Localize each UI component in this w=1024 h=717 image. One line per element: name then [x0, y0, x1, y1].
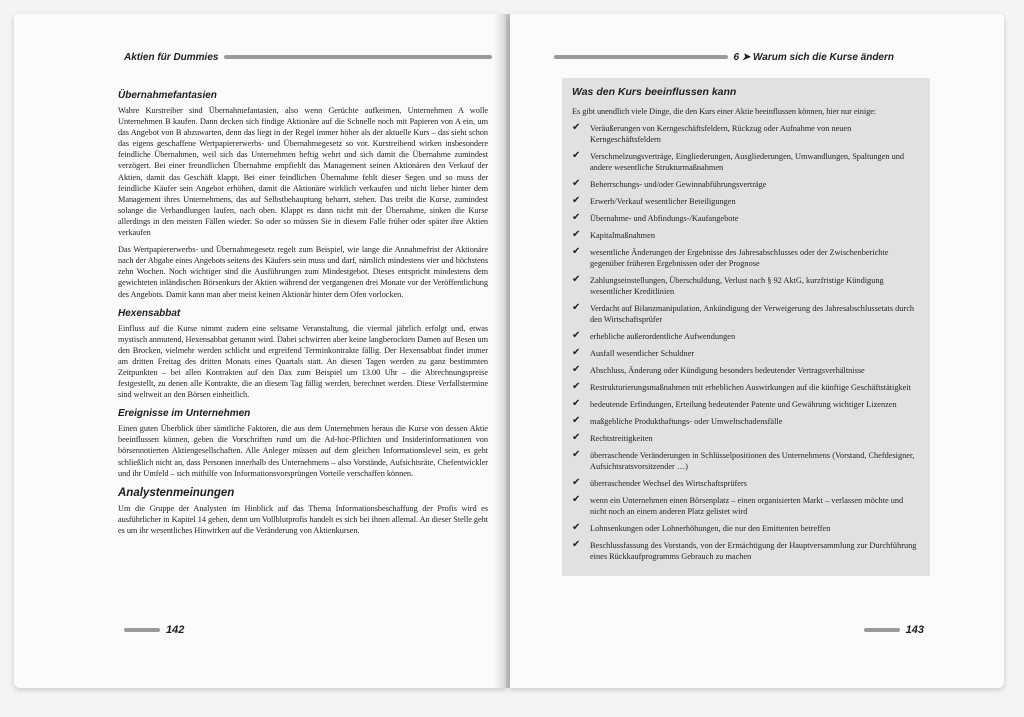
section-heading-uebernahmefantasien: Übernahmefantasien — [118, 90, 217, 101]
list-item — [572, 365, 920, 376]
list-item — [572, 247, 920, 269]
right-running-head — [554, 48, 894, 66]
running-head-rule — [554, 55, 728, 59]
checkmark-icon: ✔ — [572, 522, 581, 534]
list-item — [572, 275, 920, 297]
list-item-text: Ausfall wesentlicher Schuldner — [590, 349, 695, 359]
list-item-text: überraschende Veränderungen in Schlüsselpositionen des Unternehmens (Vorstand, Chefdesigner, Aufsichtsratsvorsitzender …) — [590, 451, 915, 472]
checkmark-icon: ✔ — [572, 229, 581, 241]
list-item — [572, 303, 920, 325]
list-item-text: Verschmelzungsverträge, Eingliederungen, Ausgliederungen, Umwandlungen, Spaltungen und andere wesentliche Strukturmaßnahmen — [590, 152, 905, 173]
list-item — [572, 433, 920, 444]
list-item — [572, 478, 920, 489]
checkmark-icon: ✔ — [572, 364, 581, 376]
list-item — [572, 399, 920, 410]
list-item — [572, 348, 920, 359]
list-item-text: Beherrschungs- und/oder Gewinnabführungsverträge — [590, 180, 767, 190]
page-number-text: 142 — [166, 624, 185, 636]
paragraph: Wahre Kurstreiber sind Übernahmefantasien, also wenn Gerüchte aufkeimen, Unternehmen A wolle Unternehmen B kaufen. Dann decken sich findige Aktionäre auf die Schnelle noch mit Papieren von A ein, um das Angebot von B abzuwarten, denn das liegt in der Regel immer höher als der aktuelle Kurs – das sieht schon das eigens geschaffene Wertpapiererwerbs- und Übernahmegesetz so vor. Kurstreibend wirken insbesondere feindliche Übernahmen, weil sich das Unternehmen heftig wehrt und sich damit die Übernahme zumindest verzögert. Bei einer freundlichen Übernahme empfiehlt das Management seinen Aktionären den Verkauf der Aktien, damit das Geschäft klappt. Bei einer feindlichen Übernahme fehlt dieser Segen und so muss der feindliche Käufer sein Angebot erhöhen, damit die Aktionäre wirklich verkaufen und nicht lieber hinter dem Management ihres Unternehmens, das auf Selbstbehauptung beharrt, stehen. Das treibt die Kurse, zumindest solange die Verhandlungen laufen, nach oben. Klappt es dann nicht mit der Übernahme, sinken die Kurse allerdings in den meisten Fällen wieder. So oder so müssen Sie in diesem Falle früher oder später ihre Aktien verkaufen — [118, 106, 488, 238]
list-item-text: wesentliche Änderungen der Ergebnisse des Jahresabschlusses oder der Zwischenberichte gegenüber früheren Ergebnissen oder der Prognose — [590, 248, 889, 269]
checkmark-icon: ✔ — [572, 195, 581, 207]
list-item — [572, 523, 920, 534]
list-item — [572, 230, 920, 241]
checkmark-icon: ✔ — [572, 415, 581, 427]
list-item-text: Beschlussfassung des Vorstands, von der Ermächtigung der Hauptversammlung zur Durchführung eines Rückkaufprogramms Gebrauch zu machen — [590, 541, 917, 562]
list-item-text: wenn ein Unternehmen einen Börsenplatz – einen organisierten Markt – verlassen möchte und nicht noch an einem anderen Platz gelistet wird — [590, 496, 904, 517]
list-item-text: überraschender Wechsel des Wirtschaftsprüfers — [590, 479, 747, 489]
list-item — [572, 179, 920, 190]
checkmark-icon: ✔ — [572, 494, 581, 506]
left-page-content — [118, 82, 488, 542]
list-item-text: Lohnsenkungen oder Lohnerhöhungen, die nur den Emittenten betreffen — [590, 524, 831, 534]
running-head-rule — [224, 55, 492, 59]
list-item — [572, 123, 920, 145]
list-item-text: bedeutende Erfindungen, Erteilung bedeutender Patente und Gewährung wichtiger Lizenzen — [590, 400, 897, 410]
box-heading: Was den Kurs beeinflussen kann — [572, 86, 737, 98]
list-item-text: Restrukturierungsmaßnahmen mit erheblichen Auswirkungen auf die künftige Geschäftstätigkeit — [590, 383, 911, 393]
checkmark-icon: ✔ — [572, 150, 581, 162]
section-heading-ereignisse: Ereignisse im Unternehmen — [118, 408, 251, 420]
checkmark-icon: ✔ — [572, 449, 581, 461]
list-item-text: Verdacht auf Bilanzmanipulation, Ankündigung der Verweigerung des Jahresabschlussetats durch den Wirtschaftsprüfer — [590, 304, 915, 325]
page-number-rule — [864, 628, 900, 632]
list-item — [572, 382, 920, 393]
list-item-text: Zahlungseinstellungen, Überschuldung, Verlust nach § 92 AktG, kurzfristige Kündigung wesentlicher Kreditlinien — [590, 276, 884, 297]
list-item — [572, 540, 920, 562]
checkmark-icon: ✔ — [572, 178, 581, 190]
left-running-head-title: Aktien für Dummies — [124, 51, 219, 63]
section-heading-hexensabbat: Hexensabbat — [118, 307, 181, 319]
paragraph: Einfluss auf die Kurse nimmt zudem eine seltsame Veranstaltung, die viermal jährlich erfolgt und, etwas mystisch anmutend, Hexensabbat genannt wird. Dabei schwirren aber keine langberockten Damen auf Besen um den Brocken, vielmehr werden schlicht und ergreifend Terminkontrakte fällig. Der Hexensabbat findet immer am dritten Freitag des dritten Monats eines Quartals statt. An diesen Tagen werden zu ganz bestimmten Zeitpunkten – bei allen Kontrakten auf den Dax zum Beispiel um 13.00 Uhr – die Abrechnungspreise festgestellt, zu denen alle Kontrakte, die an diesem Tag fällig werden, berechnet werden. Diese Verfallstermine sind weltweit an den Börsen einheitlich. — [118, 323, 488, 400]
checkmark-icon: ✔ — [572, 539, 581, 551]
list-item-text: Rechtstreitigkeiten — [590, 434, 653, 444]
right-page-number — [864, 624, 924, 636]
list-item-text: Übernahme- und Abfindungs-/Kaufangebote — [590, 214, 739, 224]
paragraph: Um die Gruppe der Analysten im Hinblick auf das Thema Informationsbeschaffung der Profis wird es ausführlicher in Kapitel 14 gehen, denn um Vollblutprofis handelt es sich bei ihnen allemal. An dieser Stelle geht es um ihr wesentliches Hinwirken auf die Veränderung von Aktienkursen. — [118, 503, 488, 535]
list-item — [572, 151, 920, 173]
list-item-text: maßgebliche Produkthaftungs- oder Umweltschadensfälle — [590, 417, 783, 427]
box-intro: Es gibt unendlich viele Dinge, die den Kurs einer Aktie beeinflussen können, hier nur einige: — [572, 107, 877, 116]
left-page — [14, 14, 506, 688]
info-box — [562, 78, 930, 576]
checkmark-icon: ✔ — [572, 477, 581, 489]
list-item — [572, 196, 920, 207]
checkmark-icon: ✔ — [572, 381, 581, 393]
list-item — [572, 450, 920, 472]
checkmark-icon: ✔ — [572, 274, 581, 286]
list-item-text: Erwerb/Verkauf wesentlicher Beteiligungen — [590, 197, 736, 207]
left-running-head — [124, 48, 492, 66]
list-item — [572, 416, 920, 427]
list-item-text: Kapitalmaßnahmen — [590, 231, 655, 241]
paragraph: Einen guten Überblick über sämtliche Faktoren, die aus dem Unternehmen heraus die Kurse von dessen Aktie beeinflussen können, geben die Vorschriften rund um die Ad-hoc-Pflichten und Insiderinformationen von börsennotierten Aktiengesellschaften. Alle Anleger müssen auf dem gleichen Informationslevel sein, es geht schließlich nicht an, dass Personen innerhalb des Unternehmens – also Vorstände, Aufsichtsräte, Chefentwickler und ihr Umfeld – sich mithilfe von Informationsvorsprüngen Vorteile verschaffen können. — [118, 424, 488, 478]
checkmark-icon: ✔ — [572, 302, 581, 314]
list-item — [572, 213, 920, 224]
checkmark-icon: ✔ — [572, 212, 581, 224]
paragraph: Das Wertpapiererwerbs- und Übernahmegesetz regelt zum Beispiel, wie lange die Annahmefrist der Aktionäre nach der Abgabe eines Angebots seitens des Käufers sein muss und darf, nämlich mindestens vier und höchstens zehn Wochen. Noch wichtiger sind die Ausführungen zum Mindestgebot. Dieses entspricht mindestens dem gewichteten inländischen Börsenkurs der Aktien während der vergangenen drei Monate vor der Veröffentlichung des Angebots. Damit kann man aber meist keinen Aktionär hinter dem Ofen vorlocken. — [118, 245, 488, 299]
checkmark-icon: ✔ — [572, 432, 581, 444]
left-page-number — [124, 624, 184, 636]
section-heading-analystenmeinungen: Analystenmeinungen — [118, 486, 235, 499]
list-item-text: Abschluss, Änderung oder Kündigung besonders bedeutender Vertragsverhältnisse — [590, 366, 865, 376]
page-number-rule — [124, 628, 160, 632]
checkmark-icon: ✔ — [572, 330, 581, 342]
list-item-text: Veräußerungen von Kerngeschäftsfeldern, Rückzug oder Aufnahme von neuen Kerngeschäftsfeldern — [590, 124, 852, 145]
right-running-head-title: 6 ➤ Warum sich die Kurse ändern — [733, 51, 894, 63]
checkmark-icon: ✔ — [572, 398, 581, 410]
checklist — [572, 123, 920, 562]
list-item-text: erhebliche außerordentliche Aufwendungen — [590, 332, 736, 342]
page-number-text: 143 — [905, 624, 924, 636]
checkmark-icon: ✔ — [572, 122, 581, 134]
checkmark-icon: ✔ — [572, 347, 581, 359]
checkmark-icon: ✔ — [572, 246, 581, 258]
right-page — [510, 14, 1004, 688]
right-page-content — [562, 78, 930, 576]
list-item — [572, 495, 920, 517]
list-item — [572, 331, 920, 342]
